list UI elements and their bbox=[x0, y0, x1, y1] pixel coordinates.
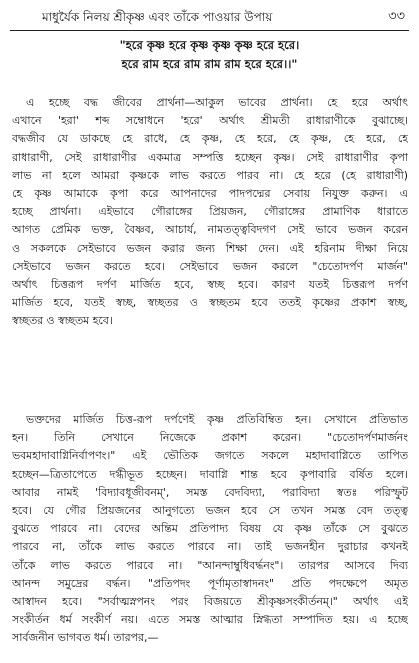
text-line: মার্জিত হবে, যতই স্বচ্ছ, স্বচ্ছতর ও স্বচ্ছতম হবে ততই কৃষ্ণের প্রকাশ স্বচ্ছ, bbox=[12, 296, 408, 310]
text-line: ভক্তদের মার্জিত চিত্ত-রূপ দর্পণেই কৃষ্ণ প্রতিবিম্বিত হন। সেখানে প্রতিভাত bbox=[26, 413, 408, 426]
text-line: আস্বাদন হবে। "সর্বাত্মস্নপনং পরং বিজয়তে শ্রীকৃষ্ণসংকীর্তনম্।" অর্থাৎ এই bbox=[12, 594, 408, 608]
page-number: ৩৩ bbox=[388, 9, 405, 24]
text-line: হন। তিনি সেখানে নিজেকে প্রকাশ করেন। "চেতোদর্পণমার্জনং bbox=[12, 431, 408, 445]
text-line: লাভ না হলে আমরা কৃষ্ণকে লাভ করতে পারব না। হে হরে (হে রাধারাণী) bbox=[12, 168, 408, 182]
text-line: এখানে 'হরা' শব্দ সম্বোধনে 'হরে' অর্থাৎ শ্রীমতী রাধারাণীকে বুঝাচ্ছে। bbox=[12, 114, 408, 128]
mantra-line: হরে রাম হরে রাম রাম রাম হরে হরে।।" bbox=[121, 57, 298, 71]
text-line: আবার নামই 'বিদ্যাবধূজীবনম্', সমস্ত বেদবিদ্যা, পরাবিদ্যা স্বতঃ পরিস্ফুট bbox=[12, 485, 408, 499]
text-line: ও সকলকে সেইভাবে ভজন করার জন্য শিক্ষা দেন। এই হরিনাম দীক্ষা নিয়ে bbox=[12, 241, 408, 255]
mantra-line: "হরে কৃষ্ণ হরে কৃষ্ণ কৃষ্ণ কৃষ্ণ হরে হরে। bbox=[119, 38, 300, 52]
chapter-title: মাধুর্যৈক নিলয় শ্রীকৃষ্ণ এবং তাঁকে পাওয়ার উপায় bbox=[42, 10, 273, 24]
text-line: বদ্ধজীব যে ডাকছে হে রাধে, হে কৃষ্ণ, হে হরে, হে কৃষ্ণ, হে হরে, হে bbox=[12, 132, 408, 146]
paragraph-prayer bbox=[12, 94, 408, 330]
text-line: হচ্ছে প্রার্থনা। এইভাবে গৌরাঙ্গের প্রিয়জন, গৌরাঙ্গের প্রামাণিক ধারাতে bbox=[12, 205, 408, 219]
text-line: সংকীর্তন ধর্ম সংকীর্ণ নয়। এতে সমস্ত আত্মার স্নিগ্ধতা সম্পাদিত হয়। এ হচ্ছে bbox=[12, 613, 408, 627]
text-line: এ হচ্ছে বদ্ধ জীবের প্রার্থনা—আকুল ভাবের প্রার্থনা। হে হরে অর্থাৎ bbox=[26, 96, 408, 109]
text-line: হে কৃষ্ণ আমাকে কৃপা করে আপনাদের পাদপদ্মের সেবায় নিযুক্ত করুন। এ bbox=[12, 186, 408, 200]
paragraph-mirror bbox=[12, 411, 408, 647]
text-line: হবে। যে গৌর প্রিয়জনের আনুগত্যে ভজন হবে সে তখন সমস্ত বেদ তত্ত্ব bbox=[12, 503, 408, 517]
text-line: আগত প্রেমিক ভক্ত, বৈষ্ণব, আচার্য, নামতত্ত্ববিদগণ সেই ভাবে ভজন করেন bbox=[12, 223, 408, 237]
text-line: ভবমহাদাবাগ্নিনির্বাপণং।" এই ভৌতিক জগতে সকলে মহাদাবাগ্নিতে তাপিত bbox=[12, 449, 408, 463]
text-line: পারবে না, তাঁকে লাভ করতে পারবে না। তাই ভজনহীন দুরাচার কখনই bbox=[12, 540, 408, 554]
text-line: তাঁকে লাভ করতে পারবে না। "আনন্দাম্বুধিবর্দ্ধনং"। তারপর আসবে দিব্য bbox=[12, 558, 408, 572]
running-header bbox=[42, 8, 405, 26]
mahamantra-block bbox=[0, 36, 419, 74]
text-line: স্বচ্ছতর ও স্বচ্ছতম হবে। bbox=[12, 314, 113, 328]
header-rule bbox=[10, 30, 409, 31]
text-line: হচ্ছেন—ত্রিতাপেতে দগ্ধীভূত হচ্ছেন। দাবাগ্নি শান্ত হবে কৃপাবারি বর্ষিত হলে। bbox=[12, 467, 408, 481]
text-line: অর্থাৎ চিত্তরূপ দর্পণ মার্জিত হবে, স্বচ্ছ হবে। কারণ যতই চিত্তরূপ দর্পণ bbox=[12, 277, 408, 291]
text-line: বুঝতে পারবে না। বেদের অন্তিম প্রতিপাদ্য বিষয় যে কৃষ্ণ তাঁকে সে বুঝতে bbox=[12, 522, 408, 536]
text-line: সার্বজনীন ভাগবত ধর্ম। তারপর,— bbox=[12, 631, 159, 645]
text-line: রাধারাণী, সেই রাধারাণীর একমাত্র সম্পত্তি হচ্ছেন কৃষ্ণ। সেই রাধারাণীর কৃপা bbox=[12, 150, 408, 164]
text-line: আনন্দ সমুদ্রের বর্দ্ধন। "প্রতিপদং পূর্ণামৃতাস্বাদনং" প্রতি পদক্ষেপে অমৃত bbox=[12, 576, 408, 590]
text-line: সেইভাবে ভজন করতে হবে। সেইভাবে ভজন করলে "চেতোদর্পণ মার্জন" bbox=[12, 259, 408, 273]
